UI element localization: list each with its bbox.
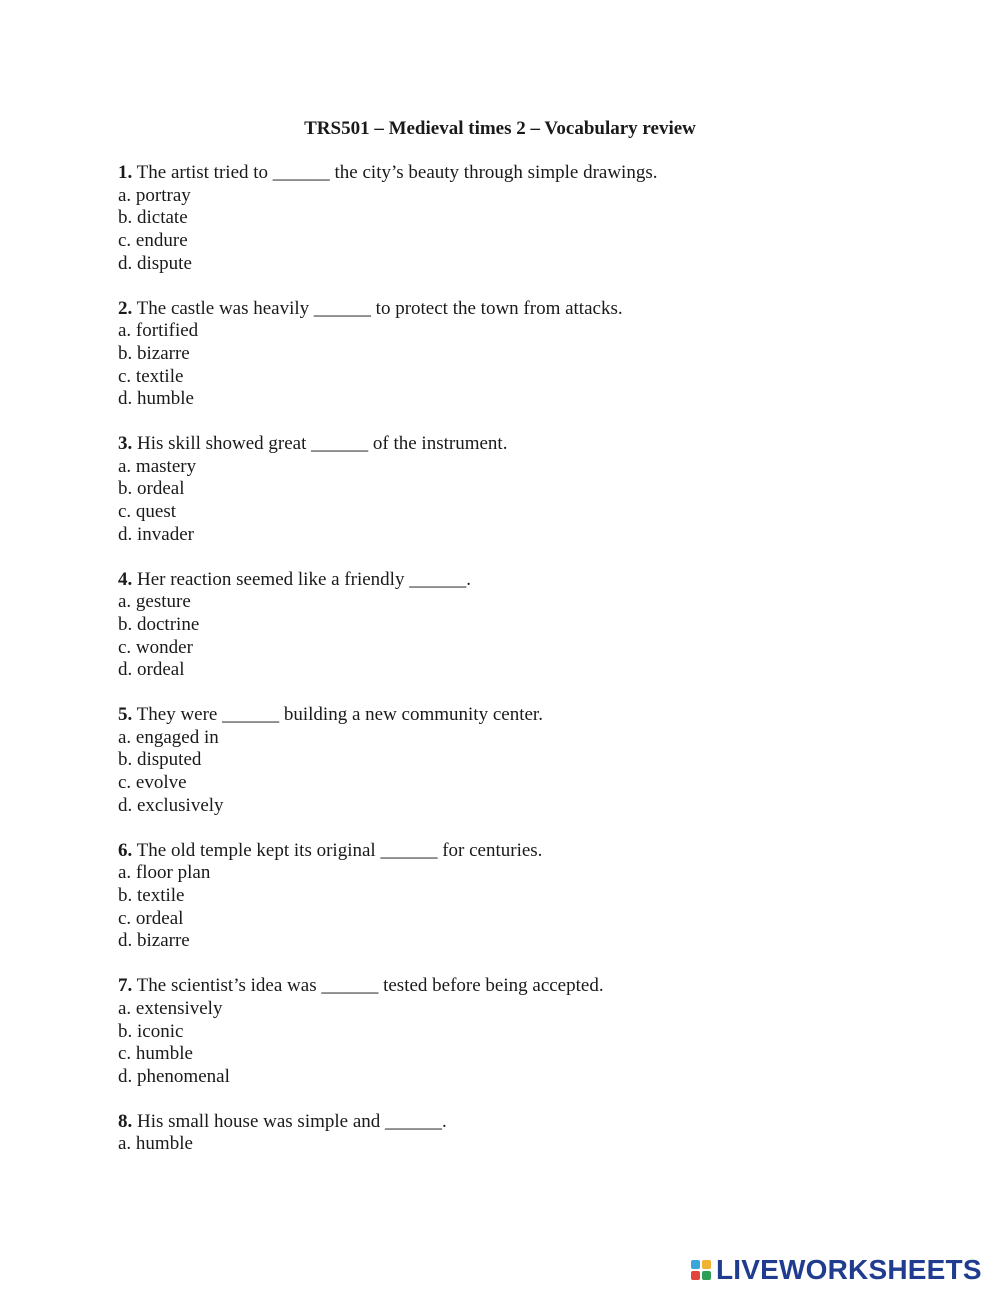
answer-option[interactable]: b. doctrine [118, 613, 200, 635]
question-text: The old temple kept its original ______ for centuries. [132, 839, 543, 861]
answer-option[interactable]: a. portray [118, 184, 191, 206]
question-6 [118, 840, 918, 954]
question-number: 8. [118, 1110, 133, 1132]
question-number: 1. [118, 162, 133, 183]
question-8 [118, 1111, 918, 1156]
answer-option[interactable]: b. dictate [118, 207, 188, 229]
answer-option[interactable]: a. humble [118, 1133, 193, 1155]
question-4 [118, 569, 918, 683]
liveworksheets-logo-text: LIVEWORKSHEETS [716, 1254, 982, 1285]
answer-option[interactable]: a. extensively [118, 997, 223, 1019]
answer-option[interactable]: c. humble [118, 1043, 193, 1065]
answer-option[interactable]: b. ordeal [118, 478, 185, 500]
question-7 [118, 975, 918, 1089]
answer-option[interactable]: b. disputed [118, 749, 202, 771]
answer-option[interactable]: a. engaged in [118, 726, 219, 748]
liveworksheets-logo [691, 1255, 982, 1285]
question-list [118, 162, 918, 1178]
answer-option[interactable]: a. gesture [118, 591, 191, 613]
question-number: 4. [118, 568, 133, 590]
answer-option[interactable]: a. floor plan [118, 862, 211, 884]
question-stem [118, 433, 918, 456]
question-text: His small house was simple and ______. [132, 1110, 447, 1132]
answer-option[interactable]: b. bizarre [118, 342, 190, 364]
question-text: The artist tried to ______ the city’s beauty through simple drawings. [132, 162, 658, 183]
answer-option[interactable]: c. textile [118, 365, 184, 387]
question-stem [118, 569, 918, 592]
question-3 [118, 433, 918, 547]
answer-option[interactable]: d. humble [118, 388, 194, 410]
question-text: The castle was heavily ______ to protect the town from attacks. [132, 297, 623, 319]
question-stem [118, 162, 918, 185]
question-text: The scientist’s idea was ______ tested before being accepted. [132, 975, 604, 997]
worksheet-title: TRS501 – Medieval times 2 – Vocabulary review [304, 118, 696, 139]
question-text: Her reaction seemed like a friendly ______. [132, 568, 471, 590]
answer-option[interactable]: d. phenomenal [118, 1065, 230, 1087]
answer-option[interactable]: d. ordeal [118, 659, 185, 681]
question-5 [118, 704, 918, 818]
question-stem [118, 704, 918, 727]
answer-option[interactable]: c. evolve [118, 772, 187, 794]
answer-option[interactable]: b. iconic [118, 1020, 184, 1042]
answer-option[interactable]: a. fortified [118, 320, 199, 342]
question-number: 3. [118, 433, 133, 455]
question-stem [118, 298, 918, 321]
answer-option[interactable]: d. dispute [118, 252, 192, 274]
answer-option[interactable]: c. endure [118, 230, 188, 252]
mark-square-icon [691, 1271, 700, 1280]
mark-square-icon [702, 1271, 711, 1280]
mark-square-icon [691, 1260, 700, 1269]
question-stem [118, 840, 918, 863]
answer-option[interactable]: c. wonder [118, 636, 193, 658]
answer-option[interactable]: c. quest [118, 501, 177, 523]
question-number: 5. [118, 704, 133, 726]
liveworksheets-mark-icon [691, 1260, 711, 1280]
answer-option[interactable]: d. bizarre [118, 930, 190, 952]
answer-option[interactable]: d. exclusively [118, 794, 224, 816]
question-stem [118, 975, 918, 998]
answer-option[interactable]: b. textile [118, 884, 185, 906]
question-2 [118, 298, 918, 412]
question-text: They were ______ building a new community center. [132, 704, 543, 726]
question-number: 6. [118, 839, 133, 861]
question-number: 2. [118, 297, 133, 319]
question-number: 7. [118, 975, 133, 997]
question-text: His skill showed great ______ of the instrument. [132, 433, 508, 455]
mark-square-icon [702, 1260, 711, 1269]
answer-option[interactable]: a. mastery [118, 455, 197, 477]
answer-option[interactable]: c. ordeal [118, 907, 184, 929]
answer-option[interactable]: d. invader [118, 523, 194, 545]
question-stem [118, 1111, 918, 1134]
question-1 [118, 162, 918, 276]
